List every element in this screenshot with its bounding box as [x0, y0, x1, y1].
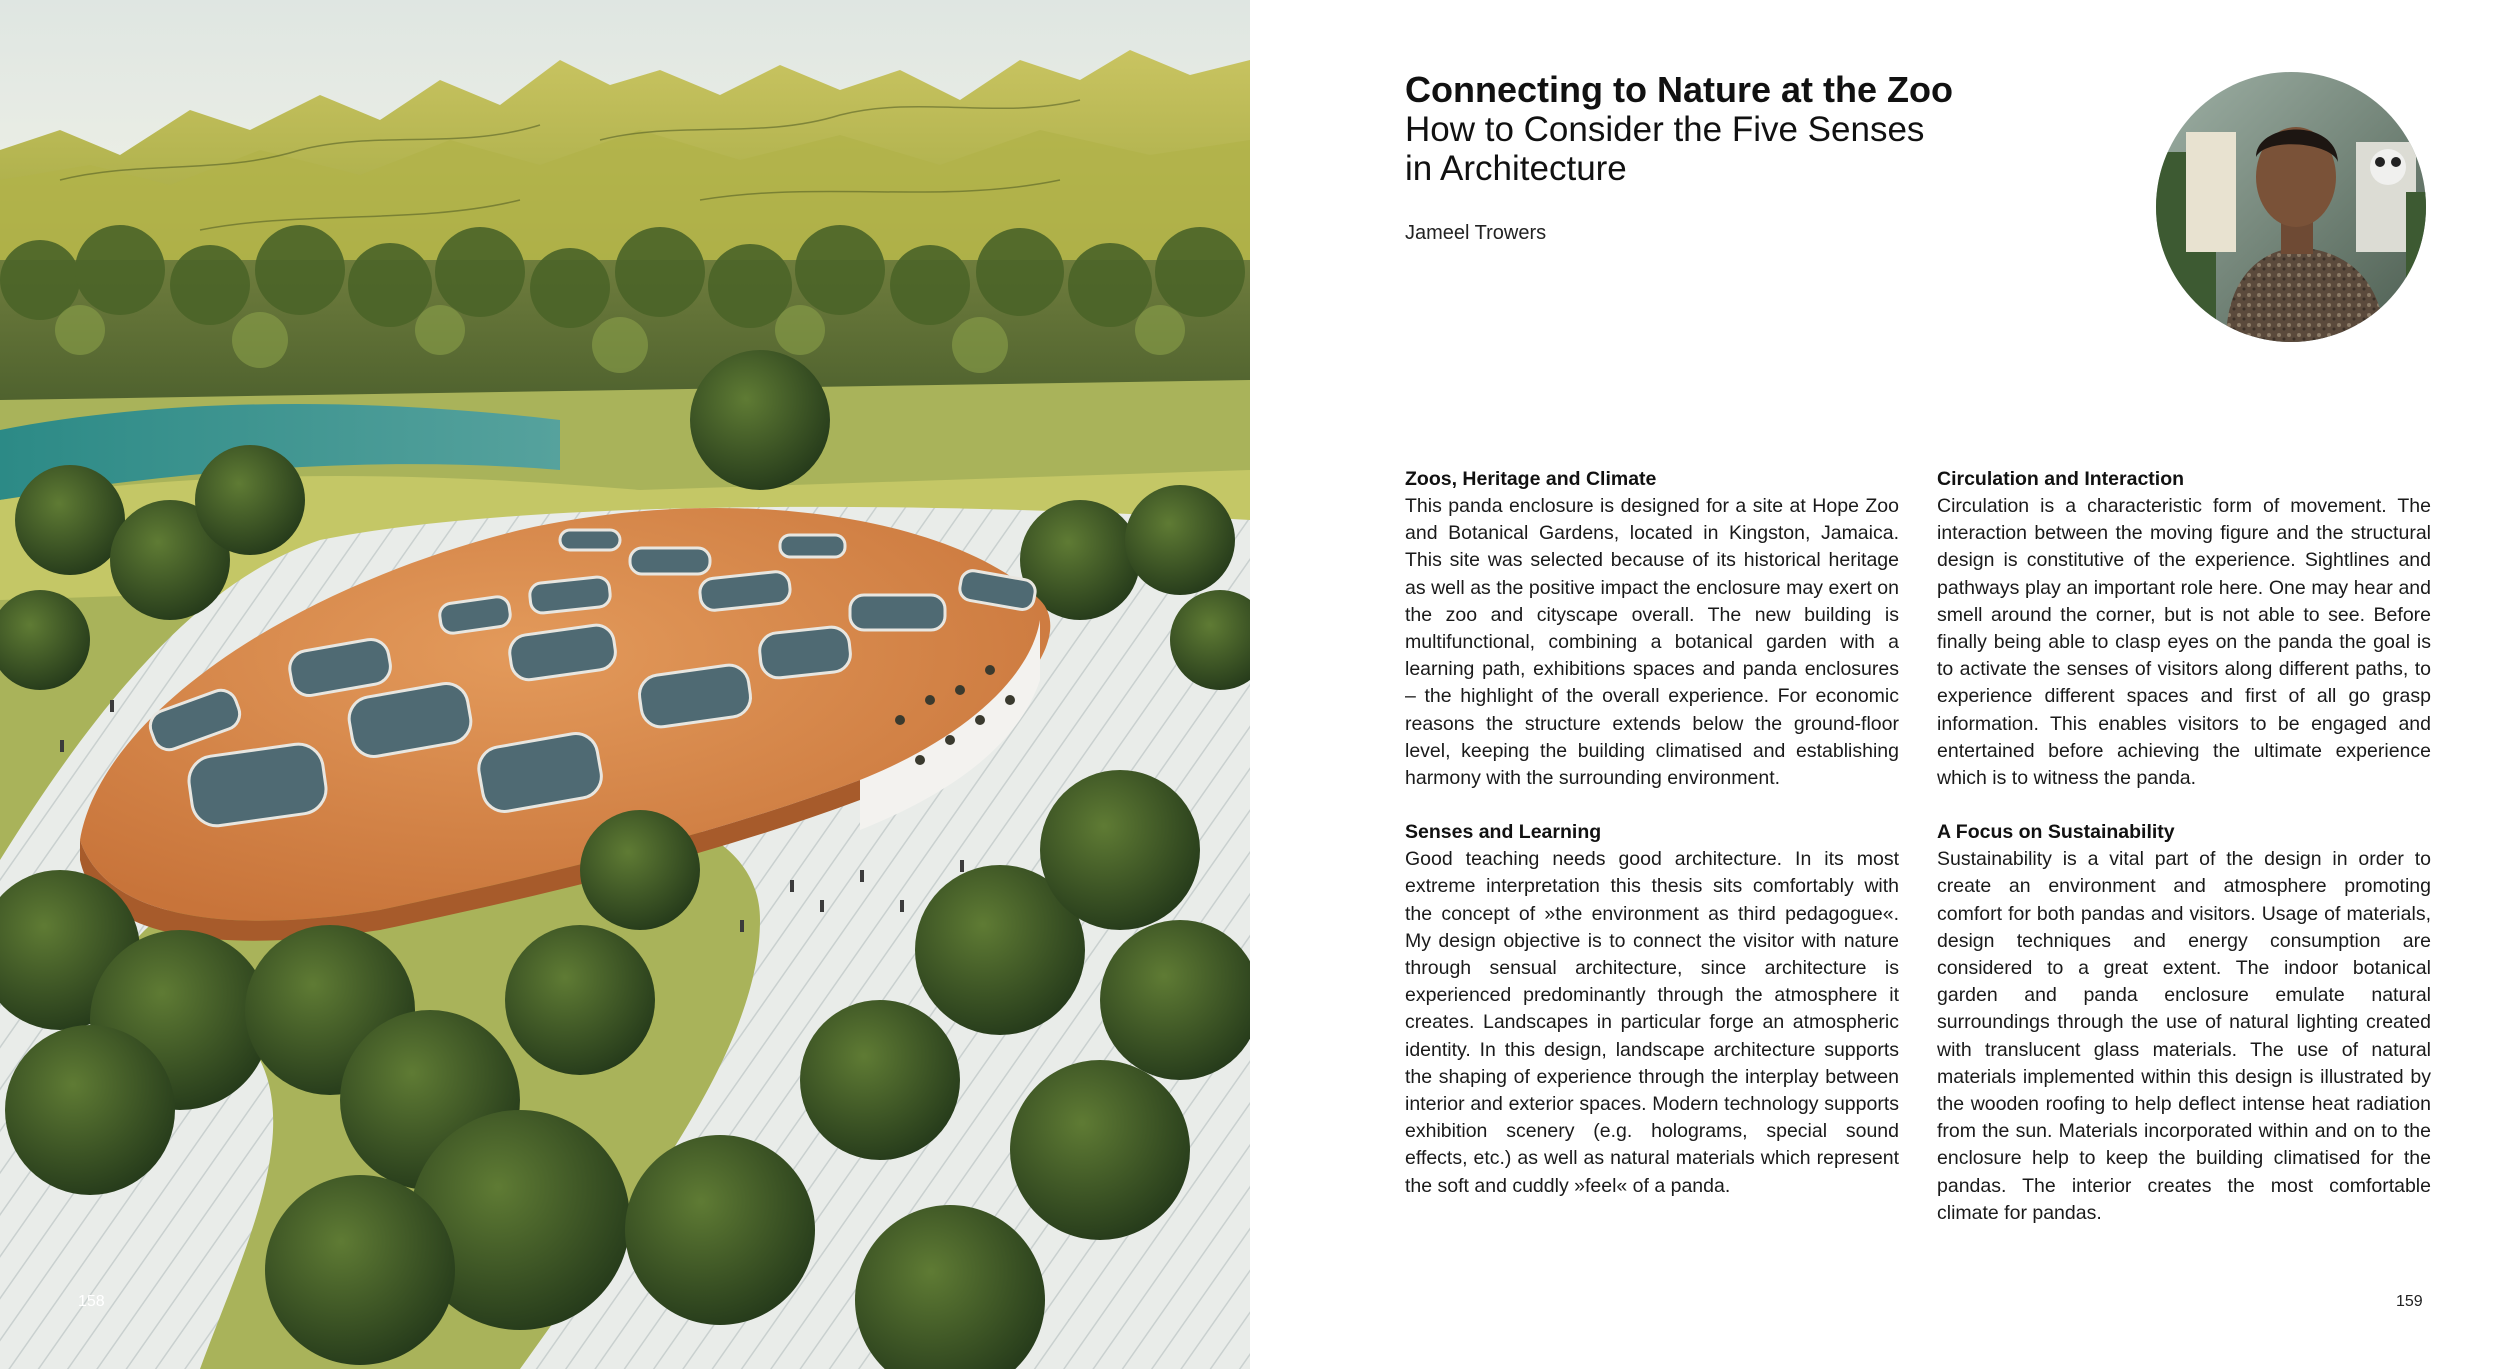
author-name: Jameel Trowers — [1405, 222, 1547, 244]
section-heading: A Focus on Sustainability — [1937, 821, 2175, 844]
section-body: Good teaching needs good architecture. In its most extreme interpretation this thesis sits comfortably with the concept of »the environment as third pedagogue«. My design objective is to connect the visitor with nature through sensual architecture, since architecture is experienced predominantly through the atmosphere it creates. Landscapes in particular forge an atmospheric identity. In this design, landscape architecture supports the shaping of experience through the interplay between interior and exterior spaces. Modern technology supports exhibition scenery (e.g. holograms, special sound effects, etc.) as well as natural materials which represent the soft and cuddly »feel« of a panda. — [1405, 848, 1899, 1197]
page-number-left: 158 — [78, 1293, 105, 1310]
section-body: Circulation is a characteristic form of movement. The interaction between the moving figure and the structural design is constitutive of the experience. Sightlines and pathways play an important role here. One may hear and smell around the corner, but is not able to see. Before finally being able to clasp eyes on the panda the goal is to activate the senses of visitors along different paths, to experience different spaces and first of all go grasp information. This enables visitors to be engaged and entertained before achieving the ultimate experience which is to witness the panda. — [1937, 495, 2431, 790]
article-subtitle-line-1: How to Consider the Five Senses — [1405, 110, 1925, 149]
section-heading: Circulation and Interaction — [1937, 468, 2185, 490]
section-circulation-interaction — [1937, 466, 2431, 792]
author-portrait — [2156, 72, 2426, 342]
page-number-right: 159 — [2396, 1293, 2423, 1310]
section-zoos-heritage-climate — [1405, 466, 1899, 792]
text-column-1 — [1405, 466, 1899, 1227]
author-portrait-icon — [2156, 72, 2426, 342]
article-title: Connecting to Nature at the Zoo — [1405, 69, 1953, 110]
section-body: Sustainability is a vital part of the design in order to create an environment and atmosphere promoting comfort for both pandas and visitors. Usage of materials, design techniques and energy consumption are considered to a great extent. The indoor botanical garden and panda enclosure emulate natural surroundings through the use of natural lighting created with translucent glass materials. The use of natural materials implemented within this design is illustrated by the wooden roofing to help deflect intense heat radiation from the sun. Materials incorporated within and on to the enclosure help to keep the building climatised for the pandas. The interior creates the most comfortable climate for pandas. — [1937, 848, 2431, 1224]
title-block — [1405, 70, 1965, 188]
section-heading: Senses and Learning — [1405, 821, 1602, 844]
section-body: This panda enclosure is designed for a site at Hope Zoo and Botanical Gardens, located in Kingston, Jamaica. This site was selected because of its historical heritage as well as the positive impact the enclosure may exert on the zoo and cityscape overall. The new building is multifunctional, combining a botanical garden with a learning path, exhibitions spaces and panda enclosures – the highlight of the overall experience. For economic reasons the structure extends below the ground-floor level, keeping the building climatised and establishing harmony with the surrounding environment. — [1405, 495, 1899, 790]
section-heading: Zoos, Heritage and Climate — [1405, 468, 1657, 490]
text-column-2 — [1937, 466, 2431, 1254]
right-page — [1250, 0, 2500, 1369]
article-subtitle-line-2: in Architecture — [1405, 149, 1627, 188]
section-senses-learning — [1405, 819, 1899, 1200]
section-sustainability — [1937, 819, 2431, 1227]
